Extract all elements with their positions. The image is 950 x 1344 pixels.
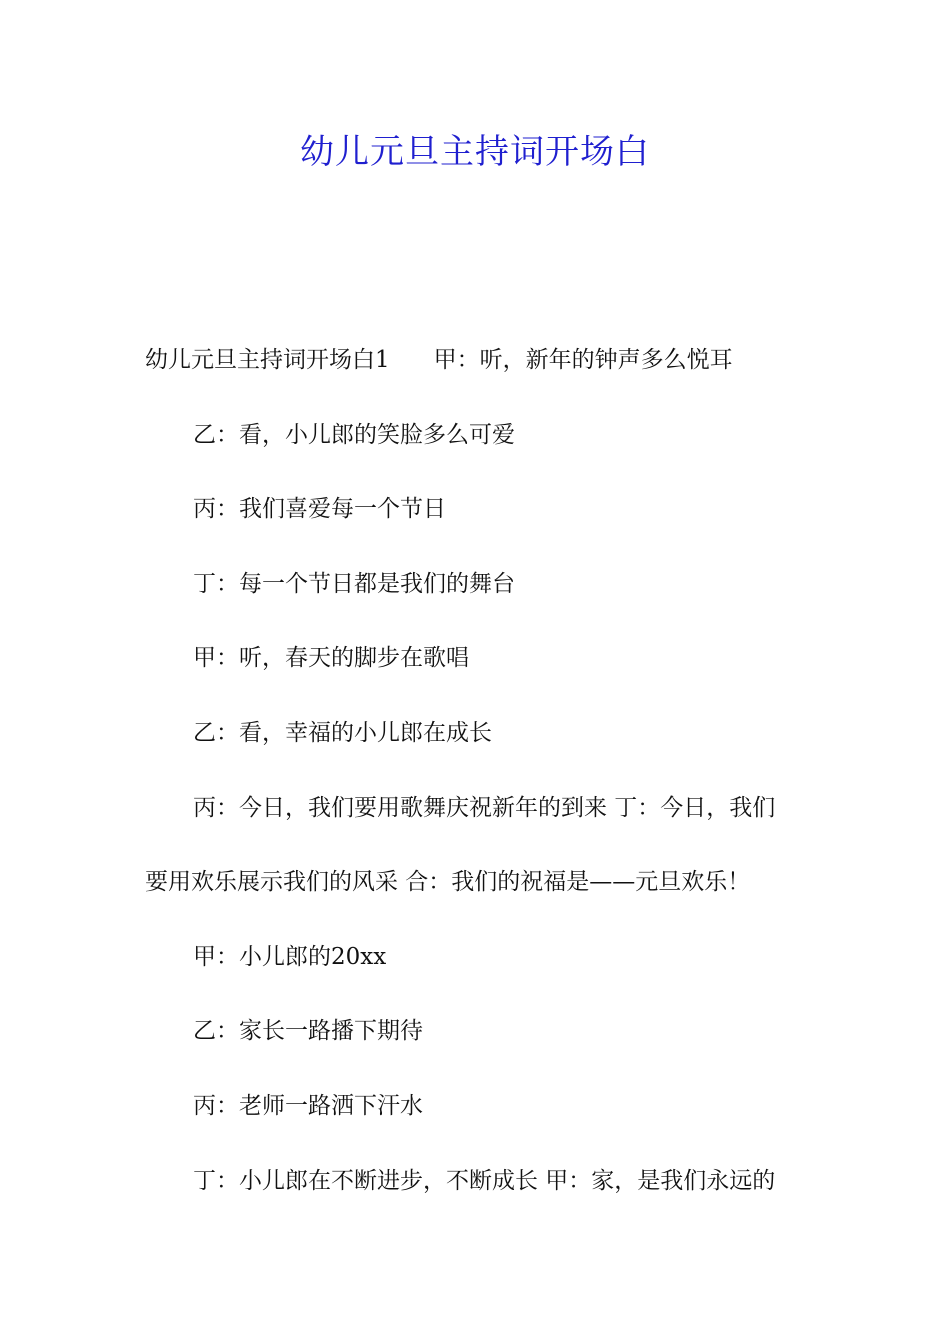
line-text: 甲：听，新年的钟声多么悦耳 (433, 347, 733, 373)
paragraph-line: 乙：家长一路播下期待 (193, 1018, 423, 1045)
paragraph-line: 要用欢乐展示我们的风采 合：我们的祝福是——元旦欢乐！ (145, 869, 751, 896)
paragraph-line: 乙：看，幸福的小儿郎在成长 (193, 719, 492, 746)
paragraph-line: 甲：小儿郎的20xx (193, 943, 387, 970)
paragraph-line: 丙：今日，我们要用歌舞庆祝新年的到来 丁：今日，我们 (193, 794, 776, 821)
paragraph-line: 丁：小儿郎在不断进步，不断成长 甲：家，是我们永远的 (193, 1167, 776, 1194)
document-title: 幼儿元旦主持词开场白 (300, 132, 650, 172)
paragraph-line: 甲：听，春天的脚步在歌唱 (193, 645, 469, 672)
paragraph-line: 丙：我们喜爱每一个节日 (193, 496, 446, 523)
paragraph-line: 乙：看，小儿郎的笑脸多么可爱 (193, 421, 515, 448)
section-heading: 幼儿元旦主持词开场白1 (145, 347, 390, 373)
document-body (145, 336, 810, 1231)
paragraph-line: 丁：每一个节日都是我们的舞台 (193, 570, 515, 597)
paragraph-line: 丙：老师一路洒下汗水 (193, 1092, 423, 1119)
paragraph-line (145, 336, 810, 411)
